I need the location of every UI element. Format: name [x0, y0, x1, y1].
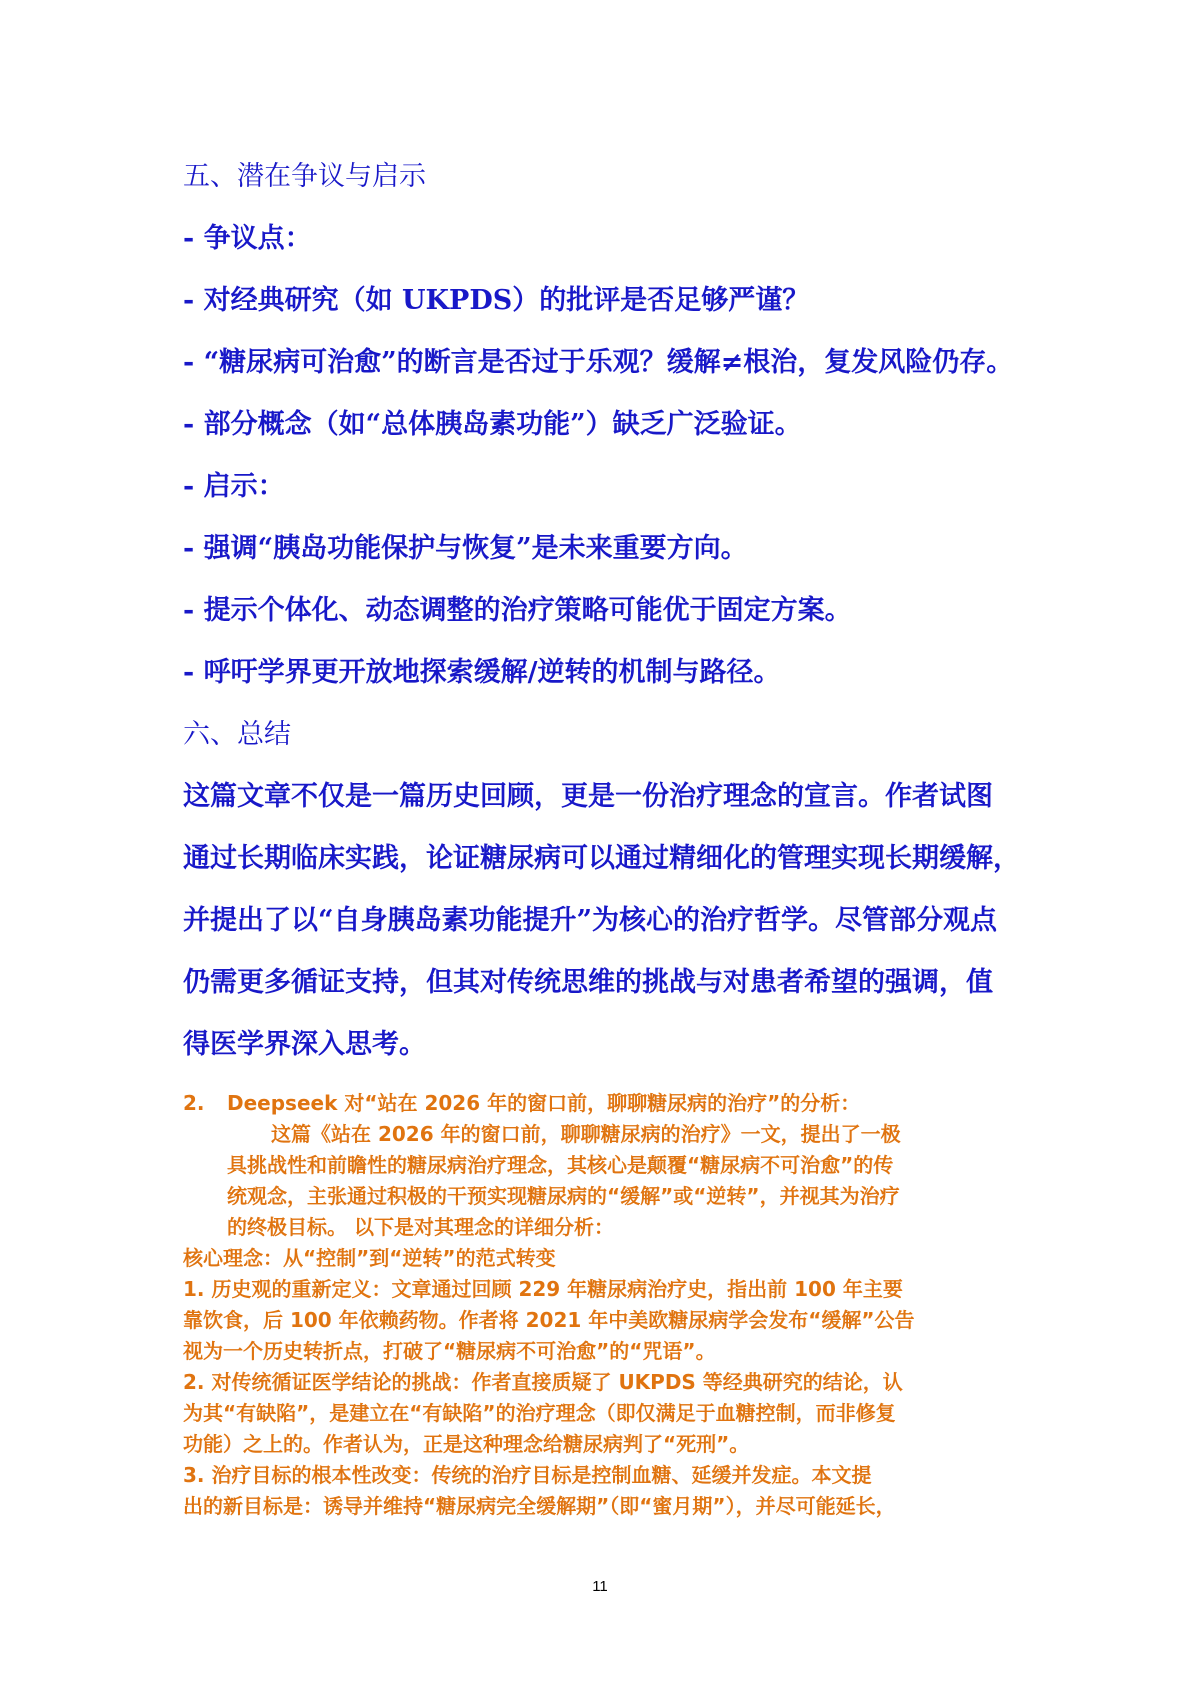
body-line-4: 2. 对传统循证医学结论的挑战：作者直接质疑了 UKPDS 等经典研究的结论，认 — [183, 1370, 903, 1394]
item-2-title: Deepseek 对“站在 2026 年的窗口前，聊聊糖尿病的治疗”的分析： — [227, 1091, 861, 1115]
summary-line-5: 得医学界深入思考。 — [183, 1029, 426, 1060]
controversy-label: - 争议点： — [183, 223, 312, 254]
summary-line-1: 这篇文章不仅是一篇历史回顾，更是一份治疗理念的宣言。作者试图 — [183, 781, 993, 812]
section-five-heading: 五、潜在争议与启示 — [183, 161, 426, 192]
core-concept-heading: 核心理念：从“控制”到“逆转”的范式转变 — [183, 1246, 556, 1270]
summary-line-3: 并提出了以“自身胰岛素功能提升”为核心的治疗哲学。尽管部分观点 — [183, 905, 998, 936]
controversy-item-3: - 部分概念（如“总体胰岛素功能”）缺乏广泛验证。 — [183, 409, 802, 440]
insight-label: - 启示： — [183, 471, 285, 502]
intro-line-4: 的终极目标。 以下是对其理念的详细分析： — [227, 1215, 614, 1239]
section-six-heading: 六、总结 — [183, 719, 291, 750]
insight-item-1: - 强调“胰岛功能保护与恢复”是未来重要方向。 — [183, 533, 748, 564]
blue-section — [183, 146, 1053, 1076]
body-line-3: 视为一个历史转折点，打破了“糖尿病不可治愈”的“咒语”。 — [183, 1339, 716, 1363]
item-2-title-line — [183, 1088, 1043, 1119]
body-line-7: 3. 治疗目标的根本性改变：传统的治疗目标是控制血糖、延缓并发症。本文提 — [183, 1463, 872, 1487]
body-line-8: 出的新目标是：诱导并维持“糖尿病完全缓解期”（即“蜜月期”），并尽可能延长， — [183, 1494, 896, 1518]
controversy-item-1: - 对经典研究（如 UKPDS）的批评是否足够严谨？ — [183, 285, 810, 316]
body-line-6: 功能）之上的。作者认为，正是这种理念给糖尿病判了“死刑”。 — [183, 1432, 750, 1456]
summary-line-4: 仍需更多循证支持，但其对传统思维的挑战与对患者希望的强调，值 — [183, 967, 993, 998]
controversy-item-2: - “糖尿病可治愈”的断言是否过于乐观？缓解≠根治，复发风险仍存。 — [183, 347, 1014, 378]
insight-item-2: - 提示个体化、动态调整的治疗策略可能优于固定方案。 — [183, 595, 852, 626]
insight-item-3: - 呼吁学界更开放地探索缓解/逆转的机制与路径。 — [183, 657, 781, 688]
intro-line-2: 具挑战性和前瞻性的糖尿病治疗理念，其核心是颠覆“糖尿病不可治愈”的传 — [227, 1153, 894, 1177]
item-2-number: 2. — [183, 1091, 205, 1115]
body-line-2: 靠饮食，后 100 年依赖药物。作者将 2021 年中美欧糖尿病学会发布“缓解”公告 — [183, 1308, 915, 1332]
body-line-1: 1. 历史观的重新定义：文章通过回顾 229 年糖尿病治疗史，指出前 100 年主要 — [183, 1277, 903, 1301]
page-number: 11 — [592, 1578, 608, 1595]
intro-line-1: 这篇《站在 2026 年的窗口前，聊聊糖尿病的治疗》一文，提出了一极 — [271, 1122, 901, 1146]
summary-line-2: 通过长期临床实践，论证糖尿病可以通过精细化的管理实现长期缓解， — [183, 843, 1020, 874]
intro-line-3: 统观念，主张通过积极的干预实现糖尿病的“缓解”或“逆转”，并视其为治疗 — [227, 1184, 900, 1208]
body-line-5: 为其“有缺陷”，是建立在“有缺陷”的治疗理念（即仅满足于血糖控制，而非修复 — [183, 1401, 896, 1425]
orange-section — [183, 1088, 1043, 1522]
